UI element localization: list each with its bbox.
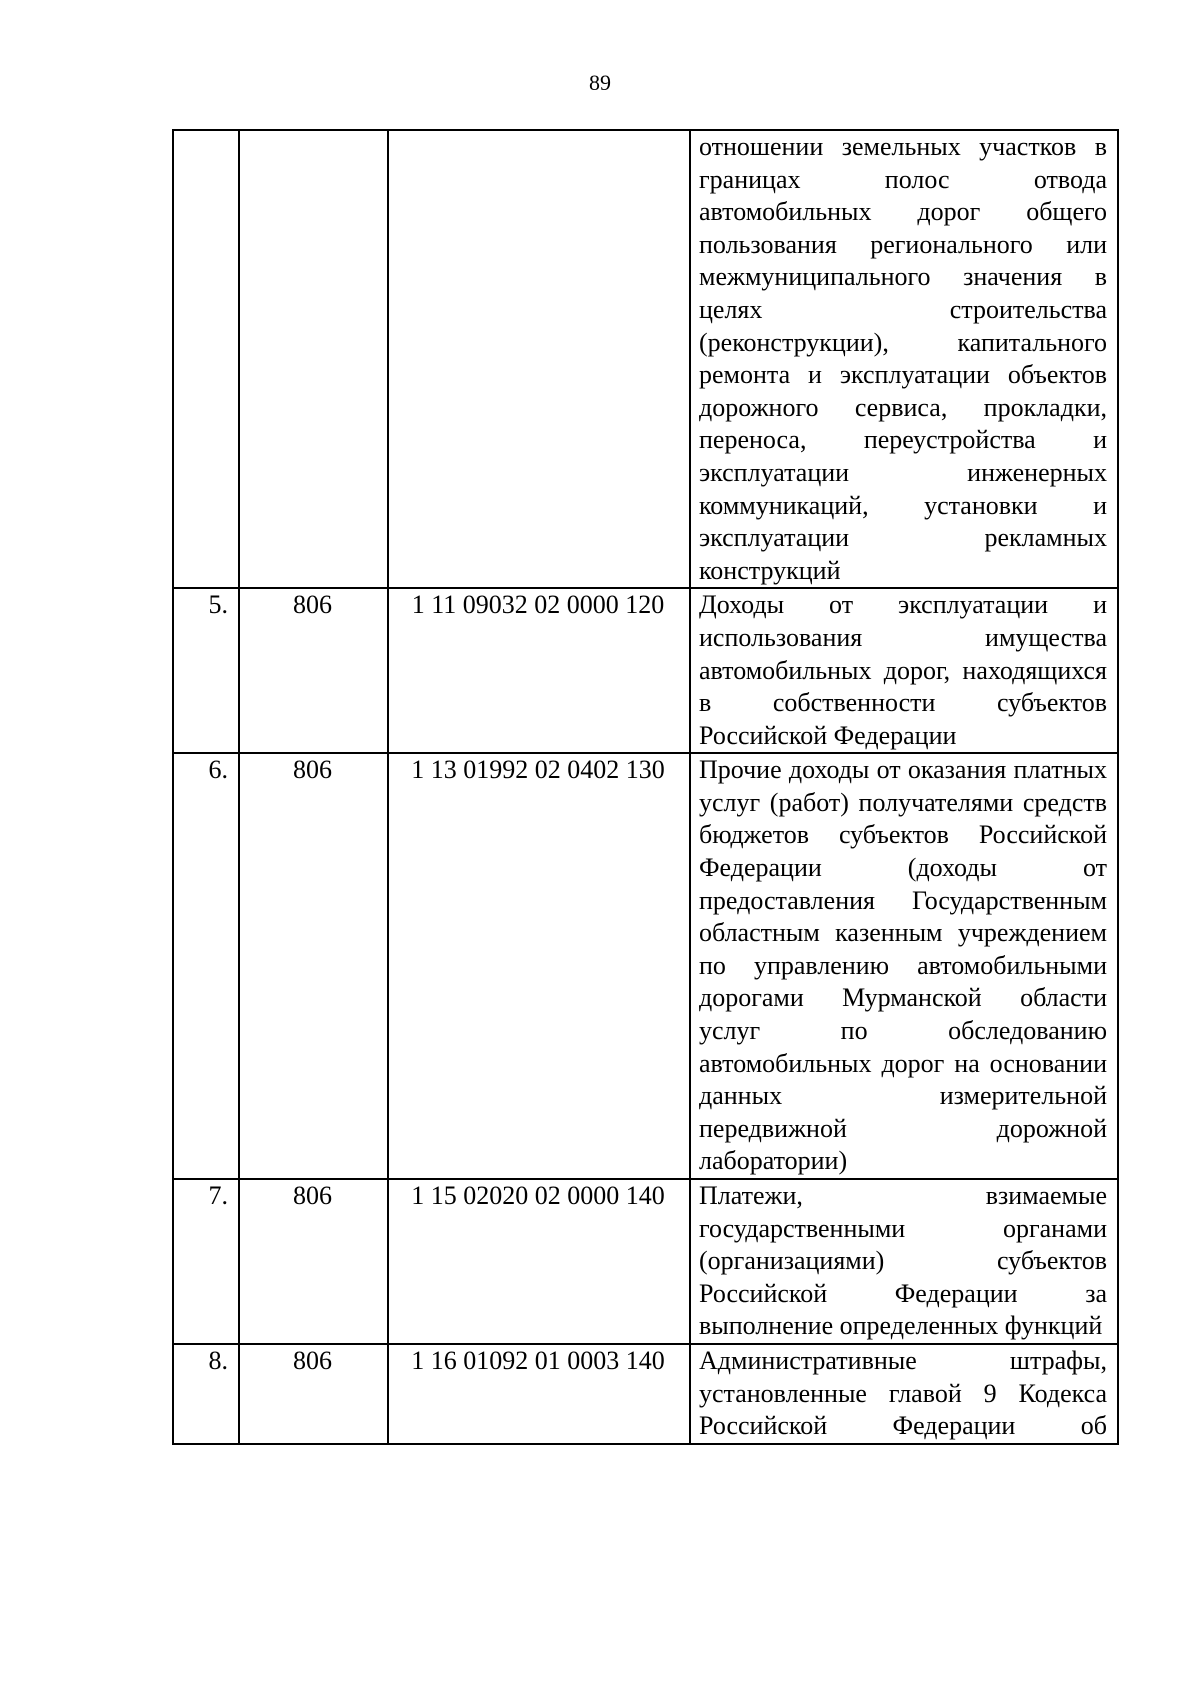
row-number-cell: 5. (173, 588, 239, 753)
kbk-code-cell: 1 15 02020 02 0000 140 (388, 1179, 690, 1344)
kbk-code-cell: 1 13 01992 02 0402 130 (388, 753, 690, 1179)
row-number-cell: 8. (173, 1344, 239, 1444)
description-cell: Доходы от эксплуатации и использования имущества автомобильных дорог, находящихся в собственности субъектов Российской Федерации (690, 588, 1118, 753)
row-number-cell: 6. (173, 753, 239, 1179)
description-cell: Платежи, взимаемые государственными органами (организациями) субъектов Российской Федерации за выполнение определенных функций (690, 1179, 1118, 1344)
kbk-code-cell: 1 16 01092 01 0003 140 (388, 1344, 690, 1444)
description-cell: Прочие доходы от оказания платных услуг (работ) получателями средств бюджетов субъектов Российской Федерации (доходы от предоставления Государственным областным казенным учреждением по управлению автомобильными дорогами Мурманской области услуг по обследованию автомобильных дорог на основании данных измерительной передвижной дорожной лаборатории) (690, 753, 1118, 1179)
row-number-cell (173, 130, 239, 588)
row-number-cell: 7. (173, 1179, 239, 1344)
kbk-code-cell (388, 130, 690, 588)
admin-code-cell (239, 130, 388, 588)
table-row (173, 753, 1118, 1179)
income-codes-table (172, 129, 1119, 1445)
admin-code-cell: 806 (239, 753, 388, 1179)
description-cell: отношении земельных участков в границах полос отвода автомобильных дорог общего пользования регионального или межмуниципального значения в целях строительства (реконструкции), капитального ремонта и эксплуатации объектов дорожного сервиса, прокладки, переноса, переустройства и эксплуатации инженерных коммуникаций, установки и эксплуатации рекламных конструкций (690, 130, 1118, 588)
page-number: 89 (589, 70, 611, 95)
admin-code-cell: 806 (239, 588, 388, 753)
description-cell: Административные штрафы, установленные главой 9 Кодекса Российской Федерации об (690, 1344, 1118, 1444)
admin-code-cell: 806 (239, 1344, 388, 1444)
table-row (173, 588, 1118, 753)
table-row (173, 1179, 1118, 1344)
admin-code-cell: 806 (239, 1179, 388, 1344)
table-row (173, 1344, 1118, 1444)
kbk-code-cell: 1 11 09032 02 0000 120 (388, 588, 690, 753)
table-row (173, 130, 1118, 588)
